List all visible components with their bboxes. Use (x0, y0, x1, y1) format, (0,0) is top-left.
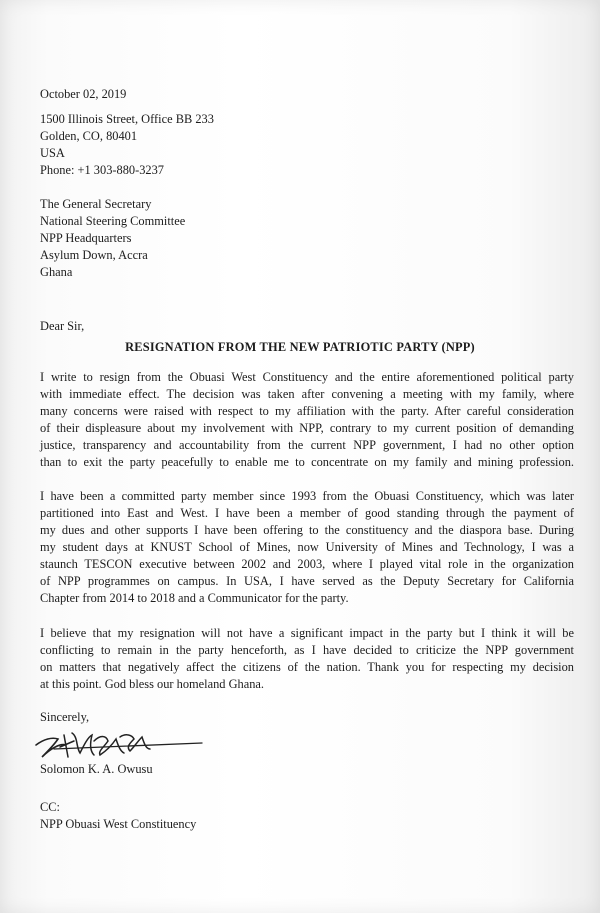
sender-line: Phone: +1 303-880-3237 (40, 163, 165, 177)
cc-label: CC: (40, 800, 60, 814)
paragraph-line: I have been a committed party member since 1993 from the Obuasi Constituency, which was later (40, 489, 574, 503)
sender-line: USA (40, 146, 65, 160)
recipient-address (40, 196, 185, 281)
closing (40, 709, 89, 726)
sender-line: 1500 Illinois Street, Office BB 233 (40, 112, 214, 126)
closing-text: Sincerely, (40, 710, 90, 724)
paragraph-line: staunch TESCON executive between 2002 and 2003, where I played vital role in the organization (40, 557, 574, 571)
sender-line: Golden, CO, 80401 (40, 129, 138, 143)
recipient-line: NPP Headquarters (40, 231, 132, 245)
paragraph-line: partitioned into East and West. I have been a member of good standing through the payment of (40, 506, 574, 520)
paragraph-line: of their displeasure about my involvement with NPP, contrary to my current position of demanding (40, 421, 574, 435)
cc-recipient: NPP Obuasi West Constituency (40, 817, 197, 831)
subject-heading: RESIGNATION FROM THE NEW PATRIOTIC PARTY (NPP) (125, 340, 475, 354)
paragraph-line: conflicting to remain in the party henceforth, as I have decided to criticize the NPP government (40, 643, 574, 657)
signer-name (40, 761, 153, 778)
body-paragraph-2 (40, 488, 574, 607)
paragraph-line: many concerns were raised with respect to my affiliation with the party. After careful consideration (40, 404, 574, 418)
paragraph-line: my dues and other supports I have been offering to the constituency and the diaspora base. During (40, 523, 574, 537)
recipient-line: Asylum Down, Accra (40, 248, 148, 262)
paragraph-line: Chapter from 2014 to 2018 and a Communicator for the party. (40, 591, 349, 605)
paragraph-line: justice, transparency and accountability from the current NPP government, I had no other option (40, 438, 574, 452)
paragraph-line: with immediate effect. The decision was taken after convening a meeting with my family, where (40, 387, 574, 401)
handwritten-signature (34, 727, 204, 761)
paragraph-line: at this point. God bless our homeland Ghana. (40, 677, 265, 691)
letter-date (40, 86, 126, 103)
recipient-line: The General Secretary (40, 197, 152, 211)
salutation-text: Dear Sir, (40, 319, 85, 333)
paragraph-line: I write to resign from the Obuasi West Constituency and the entire aforementioned political party (40, 370, 574, 384)
body-paragraph-3 (40, 625, 574, 693)
date-text: October 02, 2019 (40, 87, 127, 101)
paragraph-line: I believe that my resignation will not have a significant impact in the party but I think it will be (40, 626, 574, 640)
signer-text: Solomon K. A. Owusu (40, 762, 153, 776)
paragraph-line: my student days at KNUST School of Mines, now University of Mines and Technology, I was a (40, 540, 574, 554)
recipient-line: Ghana (40, 265, 73, 279)
cc-section (40, 799, 196, 833)
recipient-line: National Steering Committee (40, 214, 186, 228)
body-paragraph-1 (40, 369, 574, 471)
salutation (40, 318, 84, 335)
sender-address (40, 111, 214, 179)
paragraph-line: on matters that negatively affect the citizens of the nation. Thank you for respecting my decision (40, 660, 574, 674)
paragraph-line: than to exit the party peacefully to enable me to concentrate on my family and mining profession. (40, 455, 574, 469)
paragraph-line: of NPP programmes on campus. In USA, I have served as the Deputy Secretary for California (40, 574, 574, 588)
